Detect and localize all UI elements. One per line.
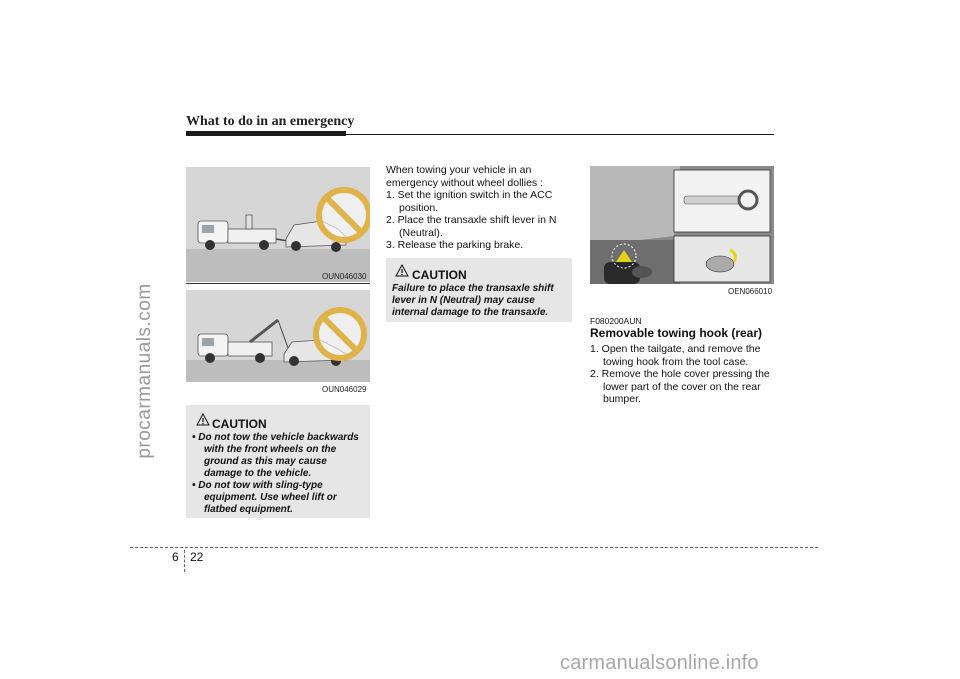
figure-code-3: OEN066010 (728, 287, 773, 296)
figure-code-1: OUN046030 (322, 272, 367, 281)
section-code: F080200AUN (590, 316, 642, 326)
tow-truck-illustration (186, 167, 370, 282)
caution-text-middle: Failure to place the transaxle shift lever in N (Neutral) may cause internal damage to the transaxle. (392, 283, 554, 318)
caution-box-middle (386, 258, 572, 322)
side-watermark-text: procarmanuals.com (134, 283, 155, 459)
caution-item: • Do not tow the vehicle backwards with the front wheels on the ground as this may cause damage to the vehicle. (192, 432, 359, 479)
step-item: 2. Place the transaxle shift lever in N (Neutral). (386, 214, 557, 239)
figure-sling-tow (186, 290, 370, 382)
section-heading: Removable towing hook (rear) (590, 326, 763, 340)
page-number: 22 (190, 550, 204, 564)
sling-tow-illustration (186, 290, 370, 382)
side-watermark (130, 170, 160, 590)
footer-divider (184, 550, 185, 572)
page-header-title: What to do in an emergency (186, 114, 355, 129)
caution-title-left: CAUTION (212, 417, 267, 431)
caution-item: • Do not tow with sling-type equipment. Use wheel lift or flatbed equipment. (192, 480, 337, 515)
warning-icon (196, 413, 210, 431)
step-item: 2. Remove the hole cover pressing the lower part of the cover on the rear bumper. (590, 368, 770, 405)
caution-title-middle: CAUTION (412, 268, 467, 282)
figure-towing-hook (590, 166, 774, 284)
step-item: 3. Release the parking brake. (386, 239, 524, 251)
header-rule (346, 134, 774, 135)
header-bar (186, 131, 346, 136)
warning-icon (395, 264, 409, 282)
caution-box-left (186, 405, 370, 518)
chapter-number: 6 (172, 550, 179, 564)
figure-code-2: OUN046029 (322, 385, 367, 394)
towing-hook-illustration (590, 166, 774, 284)
bottom-watermark: carmanualsonline.info (560, 652, 759, 674)
towing-intro: When towing your vehicle in an emergency without wheel dollies : (386, 164, 543, 189)
hook-steps (590, 343, 776, 406)
towing-steps (386, 189, 574, 252)
step-item: 1. Set the ignition switch in the ACC position. (386, 189, 553, 214)
figure-tow-backwards (186, 167, 370, 282)
footer-rule (130, 547, 818, 548)
step-item: 1. Open the tailgate, and remove the towing hook from the tool case. (590, 343, 761, 368)
figure-divider (186, 283, 370, 284)
caution-list-left (192, 432, 364, 516)
